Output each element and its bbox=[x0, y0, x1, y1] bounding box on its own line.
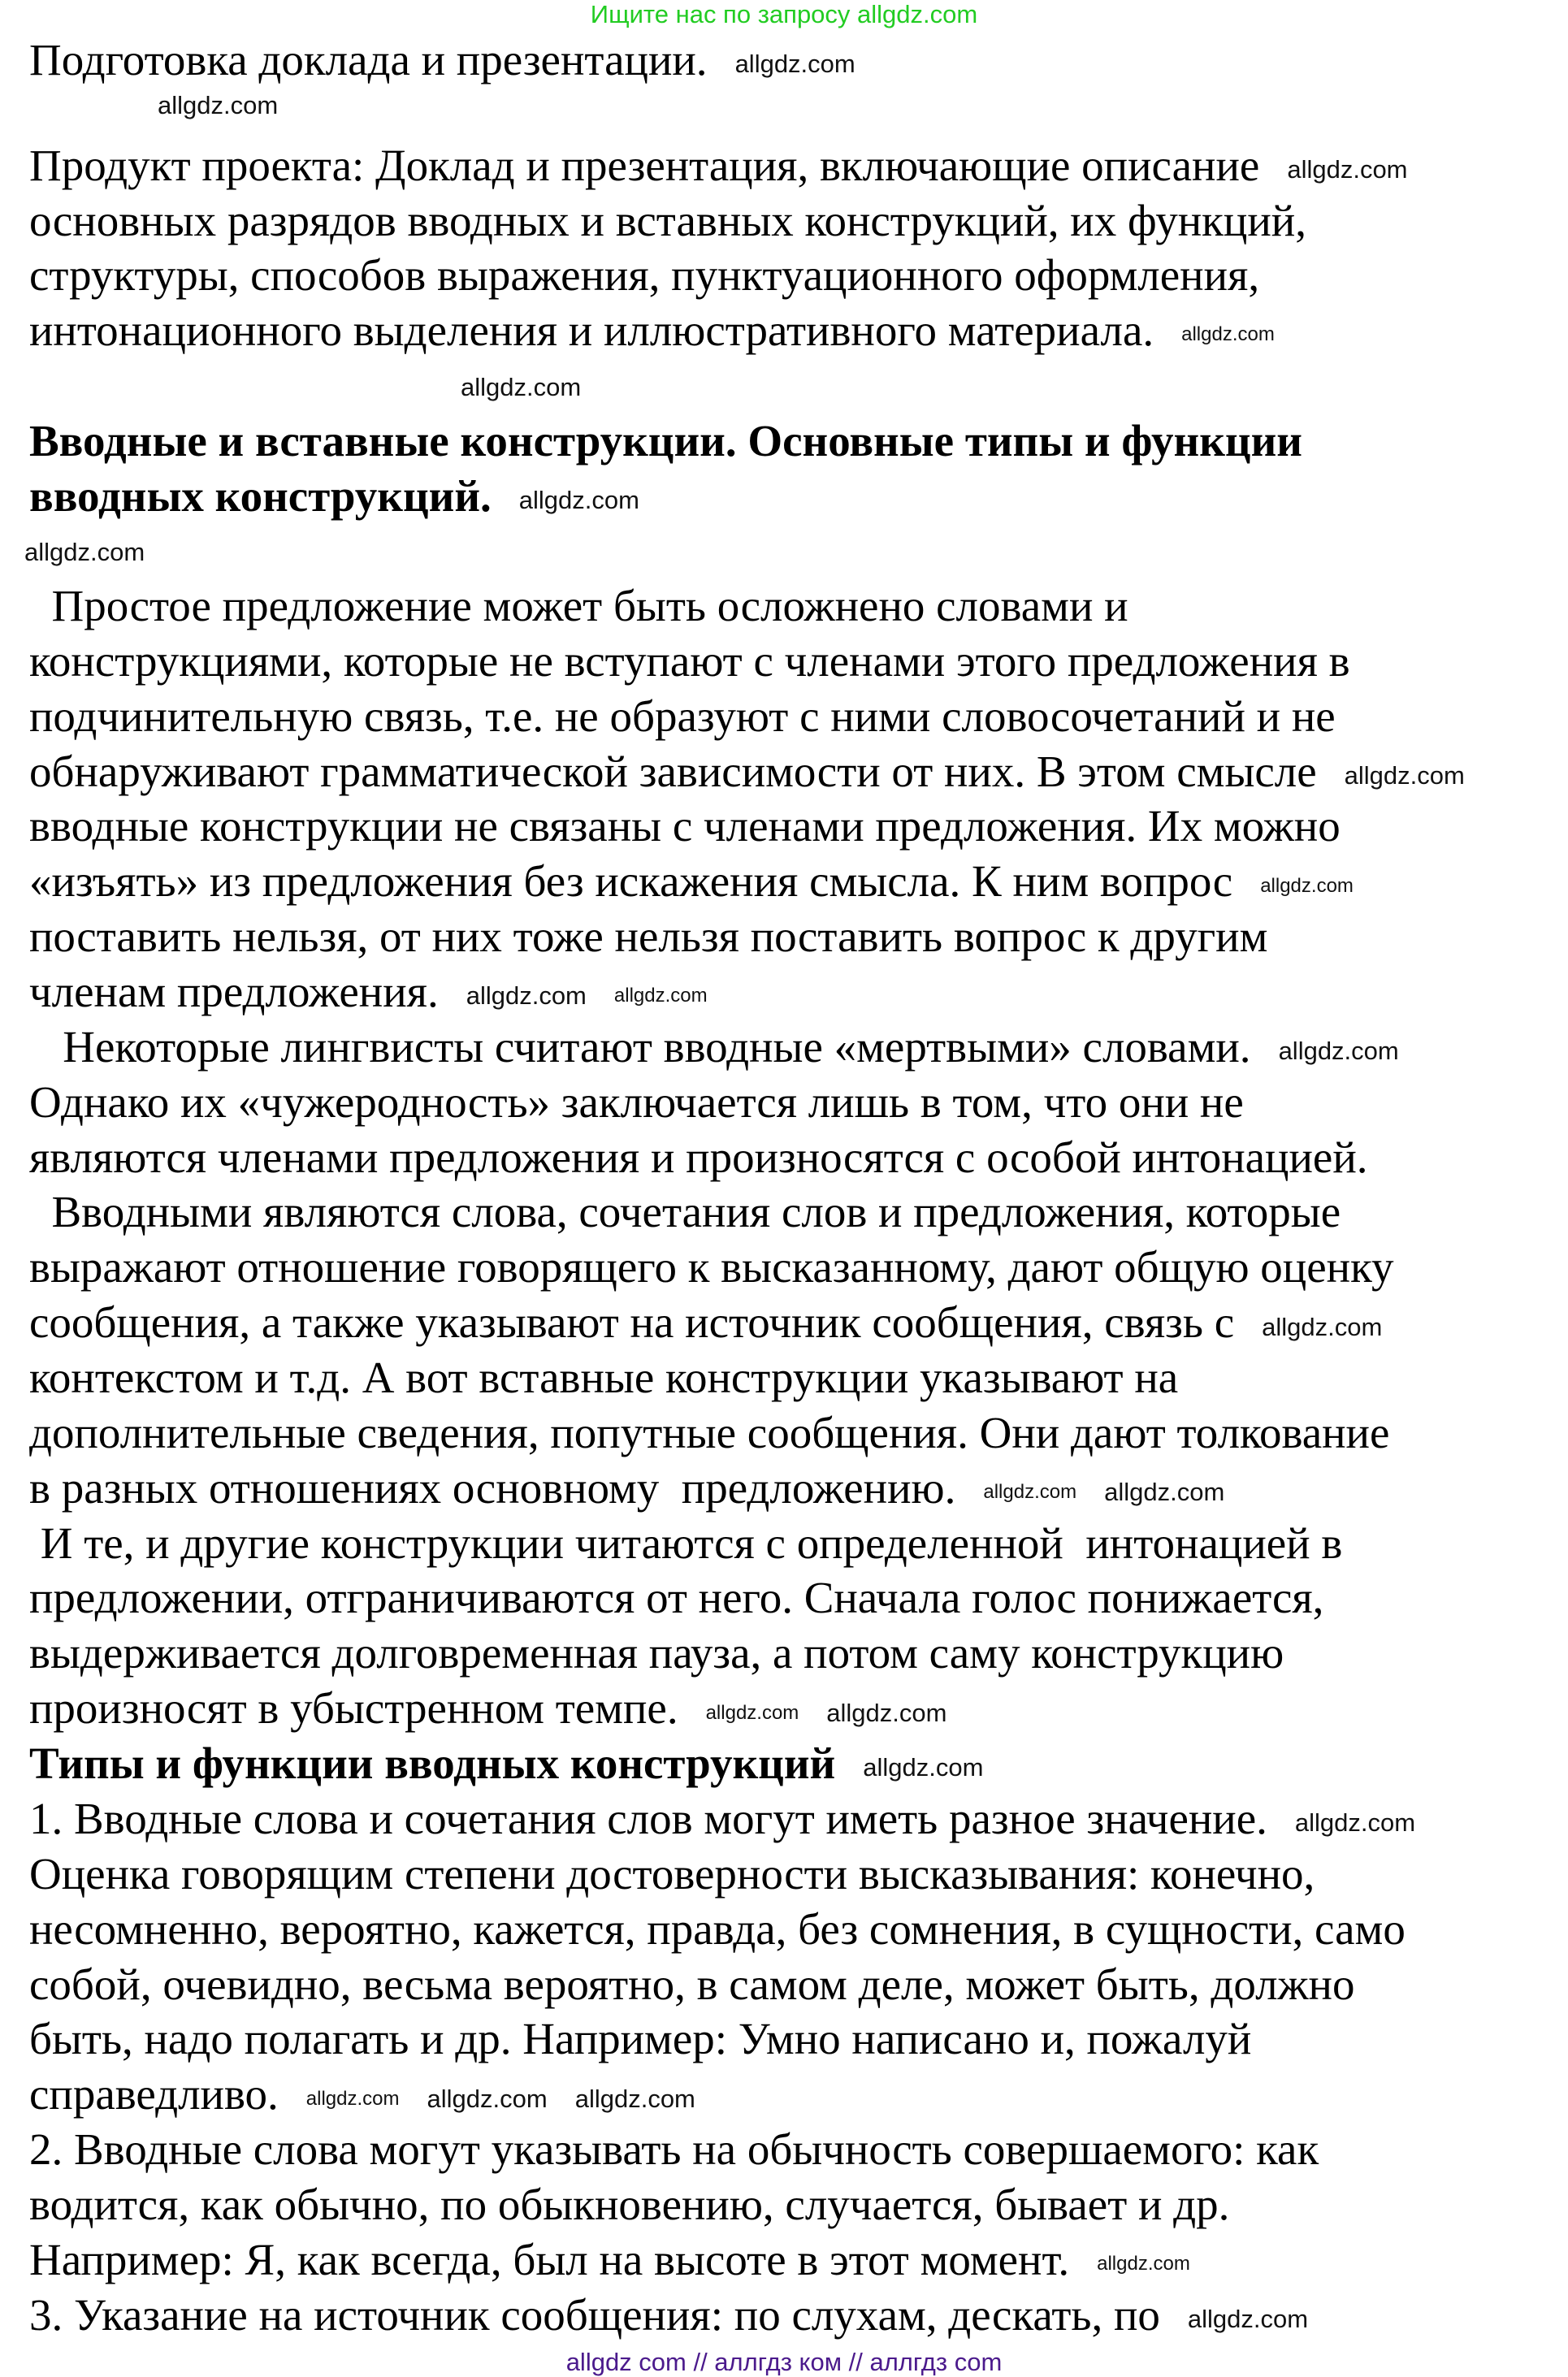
text-line-text: дополнительные сведения, попутные сообщения. Они дают толкование bbox=[29, 1407, 1390, 1457]
text-line bbox=[29, 1461, 1224, 1516]
watermark-text: allgdz.com bbox=[826, 1698, 947, 1727]
product-line bbox=[29, 138, 1408, 193]
text-line-text: произносят в убыстренном темпе. bbox=[29, 1683, 678, 1734]
text-line bbox=[29, 1681, 946, 1736]
watermark-text: allgdz.com bbox=[1287, 155, 1408, 184]
text-line-text: Некоторые лингвисты считают вводные «мертвыми» словами. bbox=[29, 1021, 1251, 1072]
product-line bbox=[29, 193, 1306, 249]
watermark-text: allgdz.com bbox=[1104, 1478, 1225, 1507]
watermark-text: allgdz.com bbox=[461, 373, 582, 401]
watermark-text: allgdz.com bbox=[574, 2084, 695, 2113]
text-line bbox=[29, 1791, 1415, 1847]
text-line bbox=[29, 854, 1354, 909]
text-line-text: несомненно, вероятно, кажется, правда, без сомнения, в сущности, само bbox=[29, 1903, 1406, 1954]
heading-line bbox=[29, 413, 1302, 469]
watermark-text: allgdz.com bbox=[983, 1481, 1077, 1504]
watermark-text: allgdz.com bbox=[1294, 1808, 1416, 1838]
text-line bbox=[29, 799, 1341, 854]
text-line-text: И те, и другие конструкции читаются с определенной интонацией в bbox=[29, 1518, 1343, 1568]
text-line-text: справедливо. bbox=[29, 2069, 279, 2119]
text-line-text: Простое предложение может быть осложнено словами и bbox=[29, 581, 1128, 630]
text-line-text: контекстом и т.д. А вот вставные конструкции указывают на bbox=[29, 1353, 1179, 1403]
text-line-text: в разных отношениях основному предложению. bbox=[29, 1462, 956, 1513]
watermark-text: allgdz.com bbox=[1262, 1312, 1383, 1341]
watermark-text: allgdz.com bbox=[613, 985, 708, 1007]
text-line-text: обнаруживают грамматической зависимости от них. В этом смысле bbox=[29, 746, 1317, 796]
text-line bbox=[29, 1020, 1399, 1075]
text-line-text: поставить нельзя, от них тоже нельзя поставить вопрос к другим bbox=[29, 911, 1268, 962]
watermark-text: allgdz.com bbox=[518, 486, 639, 515]
text-line bbox=[29, 578, 1128, 634]
text-line bbox=[29, 909, 1267, 964]
watermark-text: allgdz.com bbox=[24, 538, 145, 566]
text-line-text: Например: Я, как всегда, был на высоте в этот момент. bbox=[29, 2234, 1070, 2284]
text-line bbox=[29, 2067, 695, 2122]
text-line bbox=[29, 1405, 1389, 1461]
text-line-text: выдерживается долговременная пауза, а потом саму конструкцию bbox=[29, 1628, 1284, 1678]
document-title-text: Подготовка доклада и презентации. bbox=[29, 35, 708, 84]
watermark-text: allgdz.com bbox=[1187, 2305, 1309, 2334]
text-line bbox=[29, 1184, 1341, 1240]
text-line bbox=[29, 1240, 1394, 1295]
watermark-text: allgdz.com bbox=[1097, 2253, 1190, 2275]
text-line bbox=[29, 634, 1350, 689]
text-line bbox=[29, 2122, 1319, 2177]
heading-line bbox=[29, 469, 639, 524]
text-line-text: Оценка говорящим степени достоверности высказывания: конечно, bbox=[29, 1848, 1315, 1899]
footer-watermark: allgdz com // аллгдз ком // аллгдз com bbox=[565, 2348, 1003, 2376]
text-line bbox=[29, 2288, 1308, 2343]
text-line-text: 2. Вводные слова могут указывать на обычность совершаемого: как bbox=[29, 2124, 1319, 2175]
search-banner: Ищите нас по запросу allgdz.com bbox=[590, 0, 978, 28]
text-line bbox=[29, 1075, 1244, 1130]
watermark-text: allgdz.com bbox=[1278, 1037, 1399, 1066]
text-line-text: Вводными являются слова, сочетания слов и предложения, которые bbox=[29, 1187, 1341, 1237]
heading-line-text: вводных конструкций. bbox=[29, 471, 492, 521]
product-line-text: интонационного выделения и иллюстративного материала. bbox=[29, 305, 1154, 355]
text-line bbox=[29, 1295, 1382, 1350]
text-line bbox=[29, 744, 1465, 799]
watermark-text: allgdz.com bbox=[427, 2084, 548, 2113]
text-line-text: собой, очевидно, весьма вероятно, в самом деле, может быть, должно bbox=[29, 1959, 1355, 2009]
text-line-text: Однако их «чужеродность» заключается лишь в том, что они не bbox=[29, 1076, 1244, 1127]
product-line-text: основных разрядов вводных и вставных конструкций, их функций, bbox=[29, 196, 1306, 245]
watermark-text: allgdz.com bbox=[466, 981, 587, 1011]
text-line-text: быть, надо полагать и др. Например: Умно написано и, пожалуй bbox=[29, 2014, 1252, 2064]
text-line-text: 3. Указание на источник сообщения: по слухам, дескать, по bbox=[29, 2289, 1160, 2340]
text-line-text: предложении, отграничиваются от него. Сначала голос понижается, bbox=[29, 1573, 1324, 1623]
subheading bbox=[29, 1736, 983, 1791]
text-line-text: вводные конструкции не связаны с членами предложения. Их можно bbox=[29, 801, 1341, 851]
product-line-text: Продукт проекта: Доклад и презентация, включающие описание bbox=[29, 141, 1260, 190]
text-line-text: выражают отношение говорящего к высказанному, дают общую оценку bbox=[29, 1242, 1394, 1292]
text-line bbox=[29, 1957, 1354, 2012]
text-line bbox=[29, 1902, 1406, 1957]
text-line-text: водится, как обычно, по обыкновению, случается, бывает и др. bbox=[29, 2179, 1230, 2229]
watermark-text: allgdz.com bbox=[1344, 760, 1465, 790]
text-line bbox=[29, 1847, 1315, 1902]
text-line bbox=[29, 1516, 1342, 1571]
text-line-text: «изъять» из предложения без искажения смысла. К ним вопрос bbox=[29, 856, 1233, 907]
text-line-text: сообщения, а также указывают на источник сообщения, связь с bbox=[29, 1297, 1235, 1348]
text-line-text: членам предложения. bbox=[29, 967, 439, 1017]
text-line-text: являются членами предложения и произносятся с особой интонацией. bbox=[29, 1132, 1368, 1182]
subheading-text: Типы и функции вводных конструкций bbox=[29, 1738, 836, 1789]
watermark-text: allgdz.com bbox=[863, 1753, 984, 1782]
text-line bbox=[29, 1570, 1323, 1626]
watermark-text: allgdz.com bbox=[158, 91, 279, 119]
text-line bbox=[29, 1350, 1178, 1405]
watermark-text: allgdz.com bbox=[1260, 874, 1354, 897]
watermark-text: allgdz.com bbox=[1181, 323, 1275, 346]
heading-line-text: Вводные и вставные конструкции. Основные типы и функции bbox=[29, 416, 1302, 465]
text-line bbox=[29, 2232, 1190, 2288]
text-line-text: 1. Вводные слова и сочетания слов могут иметь разное значение. bbox=[29, 1793, 1267, 1843]
text-line bbox=[29, 1130, 1368, 1185]
watermark-text: allgdz.com bbox=[734, 50, 855, 79]
text-line bbox=[29, 1626, 1284, 1681]
watermark-text: allgdz.com bbox=[705, 1701, 799, 1724]
text-line-text: конструкциями, которые не вступают с членами этого предложения в bbox=[29, 635, 1350, 686]
document-title bbox=[29, 32, 855, 88]
text-line bbox=[29, 2011, 1251, 2067]
text-line bbox=[29, 2177, 1229, 2232]
text-line-text: подчинительную связь, т.е. не образуют с ними словосочетаний и не bbox=[29, 691, 1336, 741]
product-line-text: структуры, способов выражения, пунктуационного оформления, bbox=[29, 250, 1260, 300]
text-line bbox=[29, 964, 708, 1020]
product-line bbox=[29, 248, 1259, 303]
product-line bbox=[29, 303, 1275, 358]
watermark-text: allgdz.com bbox=[305, 2087, 400, 2110]
text-line bbox=[29, 689, 1336, 744]
